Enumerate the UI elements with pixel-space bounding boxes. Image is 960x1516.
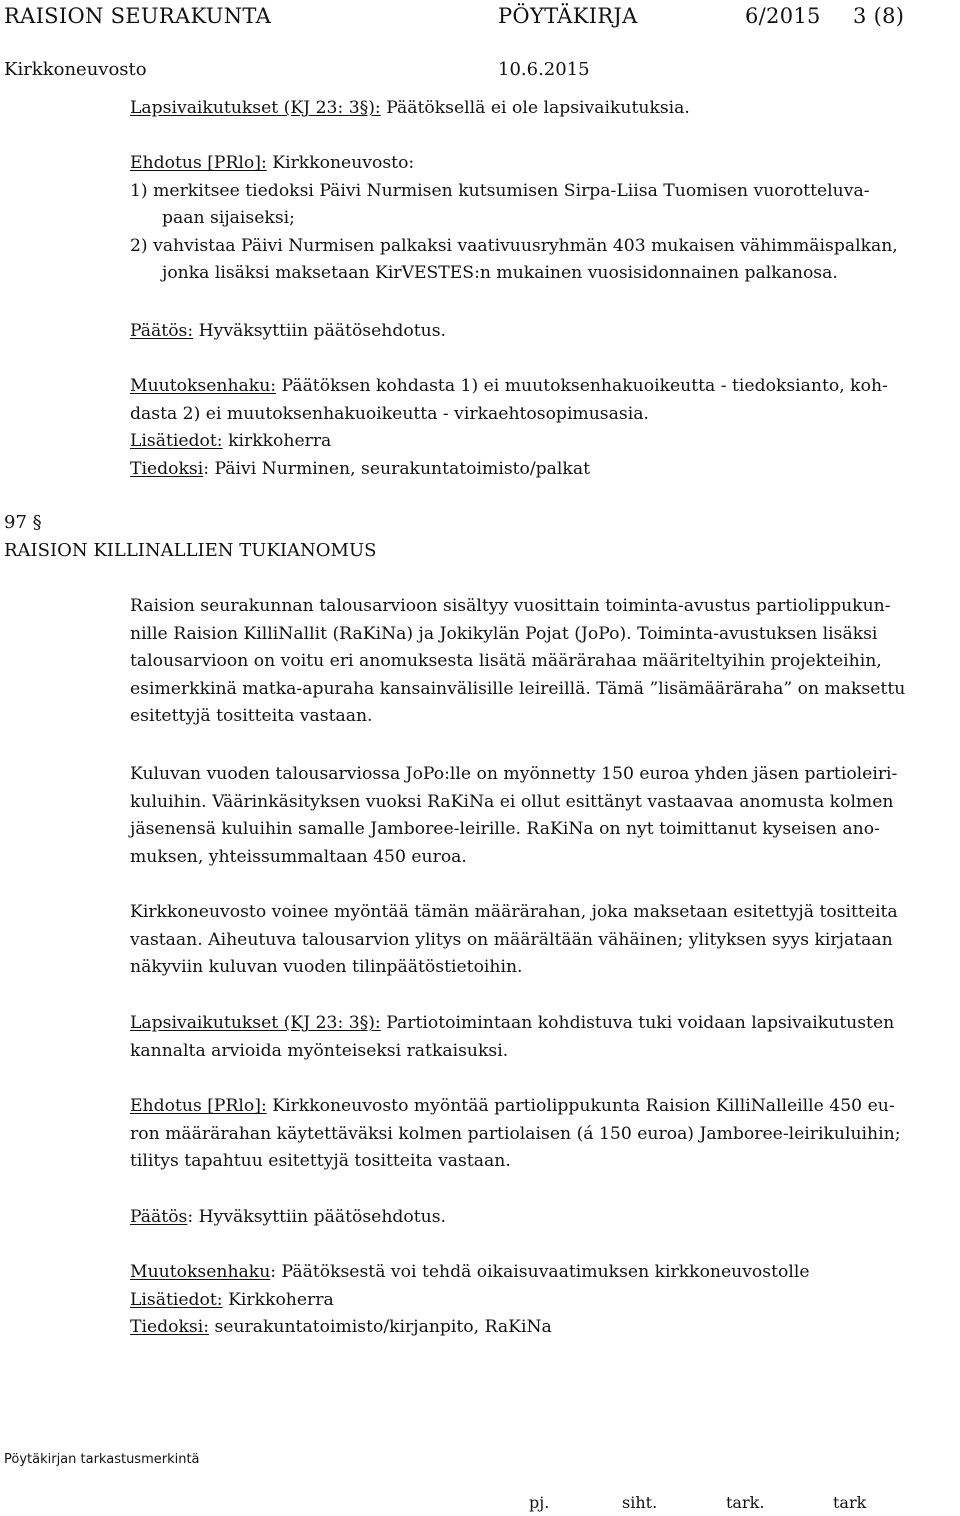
paragraph-3 (130, 899, 945, 982)
signature-reviewer-2: tark (833, 1493, 867, 1512)
proposal-line: 1) merkitsee tiedoksi Päivi Nurmisen kutsumisen Sirpa-Liisa Tuomisen vuorotteluva- (130, 180, 870, 201)
child-impact-1 (130, 95, 945, 123)
notice-label: Tiedoksi (130, 458, 204, 479)
proposal-intro: Kirkkoneuvosto: (266, 153, 415, 173)
body-name: Kirkkoneuvosto (4, 59, 147, 80)
decision-label: Päätös: (130, 321, 194, 341)
appeal-block-1 (130, 373, 945, 483)
appeal-line: dasta 2) ei muutoksenhakuoikeutta - virkaehtosopimusasia. (130, 403, 649, 424)
appeal-text: : Päätöksestä voi tehdä oikaisuvaatimuksen kirkkoneuvostolle (270, 1262, 810, 1282)
text-line: kuluihin. Väärinkäsityksen vuoksi RaKiNa ei ollut esittänyt vastaavaa anomusta kolmen (130, 791, 894, 812)
child-impact-text: Päätöksellä ei ole lapsivaikutuksia. (380, 98, 690, 118)
text-line: kannalta arvioida myönteiseksi ratkaisuksi. (130, 1040, 509, 1061)
text-line: Kuluvan vuoden talousarviossa JoPo:lle on myönnetty 150 euroa yhden jäsen partioleiri- (130, 764, 898, 784)
decision-label: Päätös (130, 1207, 188, 1227)
child-impact-2 (130, 1010, 945, 1065)
proposal-2 (130, 1093, 945, 1176)
proposal-line: paan sijaiseksi; (162, 208, 295, 228)
text-line: jäsenensä kuluihin samalle Jamboree-leirille. RaKiNa on nyt toimittanut kyseisen ano- (130, 819, 880, 839)
notice-label: Tiedoksi: (130, 1317, 210, 1337)
decision-text: : Hyväksyttiin päätösehdotus. (187, 1207, 446, 1227)
page-number: 3 (8) (853, 4, 905, 28)
info-text: kirkkoherra (222, 431, 332, 451)
text-line: ron määrärahan käytettäväksi kolmen partiolaisen (á 150 euroa) Jamboree-leirikuluihin; (130, 1123, 901, 1144)
text-line: talousarvioon on voitu eri anomuksesta lisätä määrärahaa määriteltyihin projekteihin, (130, 651, 882, 671)
proposal-label: Ehdotus [PRlo]: (130, 1096, 267, 1116)
section-title: RAISION KILLINALLIEN TUKIANOMUS (4, 540, 377, 561)
paragraph-1 (130, 593, 945, 731)
review-mark-label: Pöytäkirjan tarkastusmerkintä (4, 1452, 200, 1467)
organization-name: RAISION SEURAKUNTA (4, 4, 272, 28)
appeal-label: Muutoksenhaku (130, 1262, 271, 1282)
section-number: 97 § (4, 512, 42, 533)
signature-reviewer-1: tark. (726, 1493, 765, 1512)
text-line: esitettyjä tositteita vastaan. (130, 706, 373, 726)
text-line: nille Raision KilliNallit (RaKiNa) ja Jokikylän Pojat (JoPo). Toiminta-avustuksen lisäksi (130, 623, 878, 644)
document-number: 6/2015 (745, 4, 821, 28)
paragraph-2 (130, 761, 945, 871)
appeal-block-2 (130, 1259, 945, 1342)
text-line: esimerkkinä matka-apuraha kansainvälisille leireillä. Tämä ”lisämääräraha” on maksettu (130, 678, 906, 699)
decision-1 (130, 318, 945, 346)
meeting-date: 10.6.2015 (498, 59, 590, 80)
text-line: tilitys tapahtuu esitettyjä tositteita vastaan. (130, 1151, 511, 1171)
text-line: Kirkkoneuvosto voinee myöntää tämän määrärahan, joka maksetaan esitettyjä tositteita (130, 902, 898, 922)
text-line: Partiotoimintaan kohdistuva tuki voidaan lapsivaikutusten (380, 1013, 895, 1033)
notice-text: : Päivi Nurminen, seurakuntatoimisto/palkat (203, 458, 590, 479)
info-text: Kirkkoherra (222, 1289, 334, 1310)
signature-secretary: siht. (622, 1493, 658, 1512)
info-label: Lisätiedot: (130, 431, 223, 451)
text-line: muksen, yhteissummaltaan 450 euroa. (130, 846, 467, 867)
proposal-label: Ehdotus [PRlo]: (130, 153, 267, 173)
appeal-line: Päätöksen kohdasta 1) ei muutoksenhakuoikeutta - tiedoksianto, koh- (276, 376, 888, 396)
text-line: vastaan. Aiheutuva talousarvion ylitys on määrältään vähäinen; ylityksen syys kirjataan (130, 929, 893, 950)
info-label: Lisätiedot: (130, 1289, 223, 1310)
decision-text: Hyväksyttiin päätösehdotus. (193, 321, 446, 341)
decision-2 (130, 1204, 945, 1232)
text-line: näkyviin kuluvan vuoden tilinpäätöstietoihin. (130, 957, 523, 977)
signature-chair: pj. (529, 1493, 550, 1512)
notice-text: seurakuntatoimisto/kirjanpito, RaKiNa (209, 1317, 552, 1337)
text-line: Kirkkoneuvosto myöntää partiolippukunta Raision KilliNalleille 450 eu- (266, 1096, 895, 1116)
proposal-1 (130, 150, 945, 288)
proposal-line: jonka lisäksi maksetaan KirVESTES:n mukainen vuosisidonnainen palkanosa. (162, 263, 838, 283)
document-type: PÖYTÄKIRJA (498, 4, 638, 28)
appeal-label: Muutoksenhaku: (130, 376, 277, 396)
text-line: Raision seurakunnan talousarvioon sisältyy vuosittain toiminta-avustus partiolippukun- (130, 596, 891, 616)
child-impact-label: Lapsivaikutukset (KJ 23: 3§): (130, 1013, 381, 1033)
proposal-line: 2) vahvistaa Päivi Nurmisen palkaksi vaativuusryhmän 403 mukaisen vähimmäispalkan, (130, 235, 898, 256)
child-impact-label: Lapsivaikutukset (KJ 23: 3§): (130, 98, 381, 118)
